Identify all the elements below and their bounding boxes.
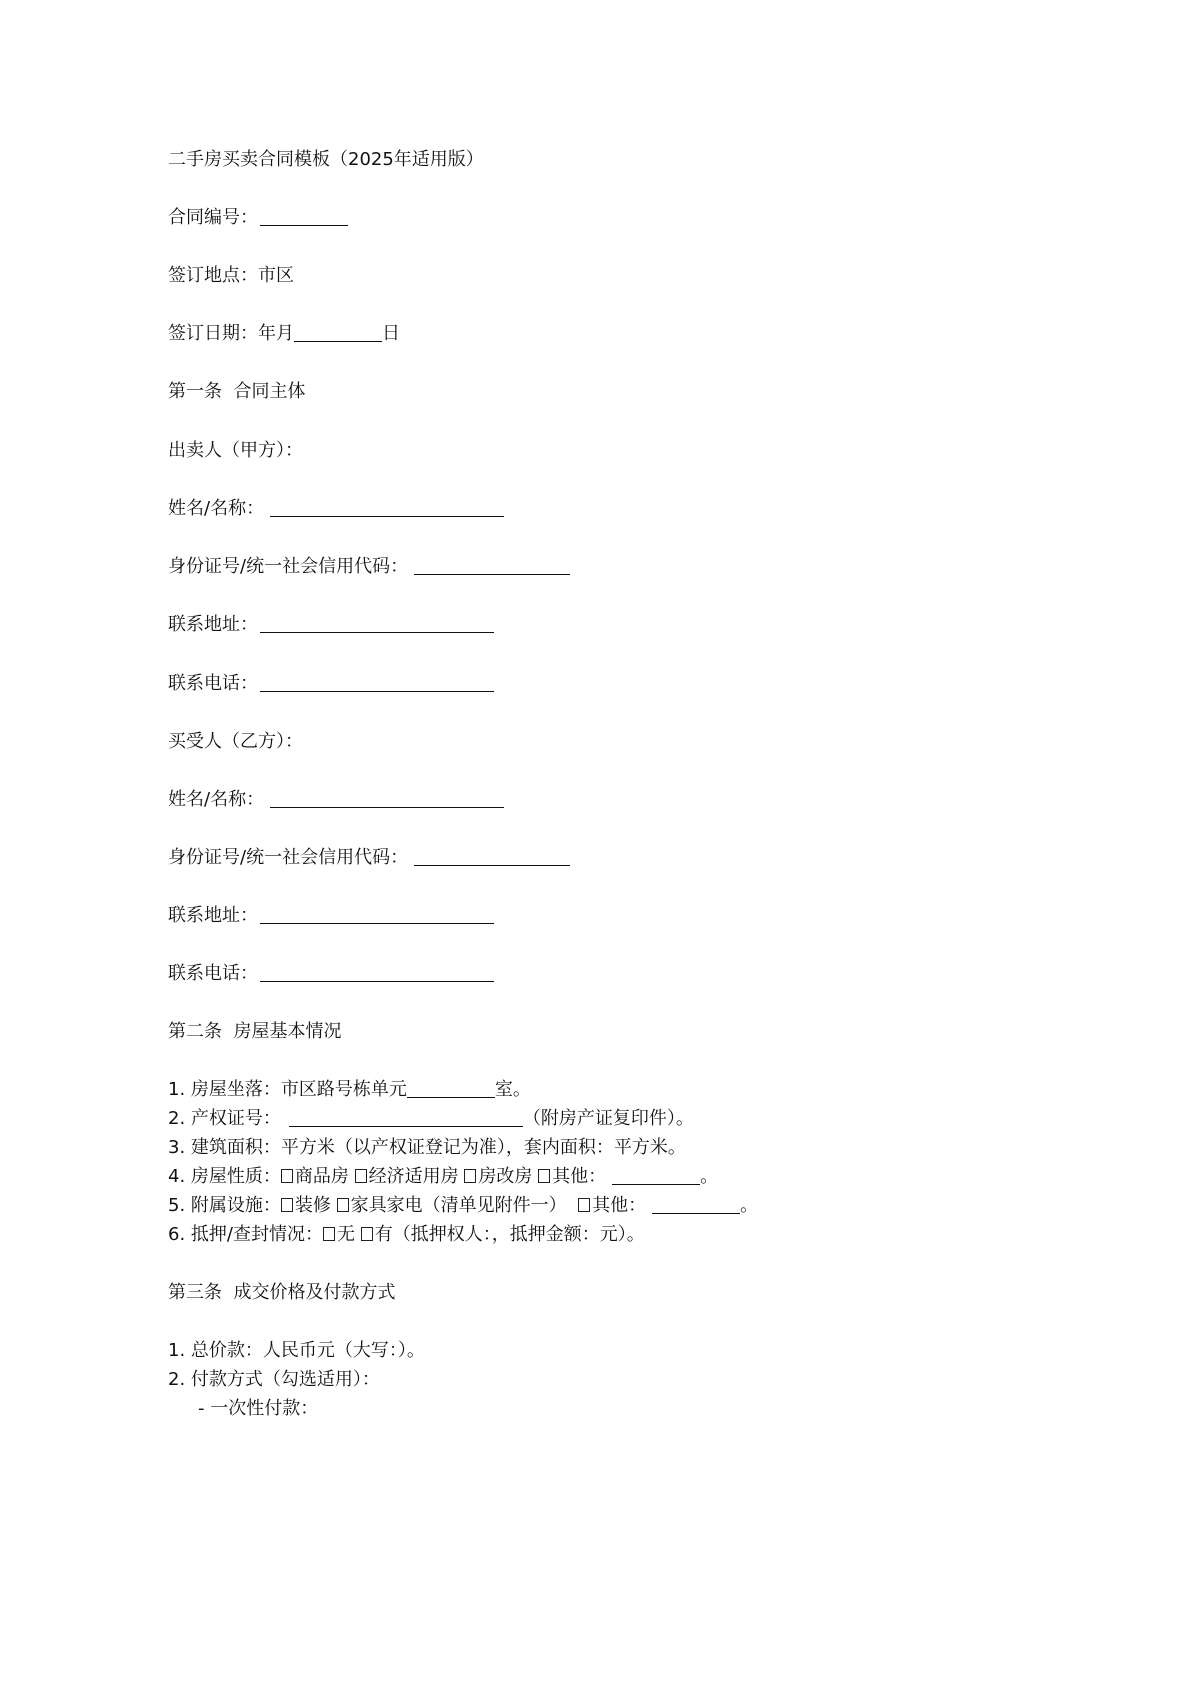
article2-heading-text: 第二条 房屋基本情况 xyxy=(168,1021,342,1042)
buyer-id-row xyxy=(168,846,570,870)
buyer-heading xyxy=(168,730,303,754)
other-property-type-field[interactable] xyxy=(612,1166,700,1185)
option-label: 经济适用房 xyxy=(368,1166,459,1187)
buyer-name-row xyxy=(168,788,504,812)
sign-date-label: 签订日期： xyxy=(168,323,258,344)
article2-item-4 xyxy=(168,1165,718,1189)
article3-heading-text: 第三条 成交价格及付款方式 xyxy=(168,1282,396,1303)
article3-subitem-1 xyxy=(198,1397,318,1421)
subitem-text: - 一次性付款： xyxy=(198,1398,319,1419)
seller-address-row xyxy=(168,613,494,637)
buyer-address-label: 联系地址： xyxy=(168,905,258,926)
buyer-id-field[interactable] xyxy=(414,847,570,866)
article3-heading xyxy=(168,1281,395,1305)
item-number: 3. xyxy=(168,1137,186,1158)
checkbox-has-mortgage[interactable] xyxy=(361,1227,373,1241)
item-label: 附属设施： xyxy=(185,1195,281,1216)
checkbox-furniture[interactable] xyxy=(337,1198,349,1212)
item-text-after: 室。 xyxy=(494,1079,531,1100)
seller-id-field[interactable] xyxy=(414,556,570,575)
option-label: 家具家电（清单见附件一） xyxy=(350,1195,567,1216)
article2-heading xyxy=(168,1020,341,1044)
checkbox-affordable[interactable] xyxy=(355,1169,367,1183)
option-label: 其他： xyxy=(592,1195,647,1216)
item-number: 2. xyxy=(168,1369,186,1390)
checkbox-no-mortgage[interactable] xyxy=(323,1227,335,1241)
seller-name-field[interactable] xyxy=(270,498,504,517)
option-label: 无 xyxy=(336,1224,355,1245)
room-number-field[interactable] xyxy=(407,1079,495,1098)
option-label: 有（抵押权人：，抵押金额：元）。 xyxy=(374,1224,645,1245)
sign-date-suffix: 日 xyxy=(382,323,400,344)
seller-heading xyxy=(168,439,303,463)
checkbox-reform[interactable] xyxy=(464,1169,476,1183)
buyer-phone-row xyxy=(168,962,494,986)
checkbox-commercial[interactable] xyxy=(281,1169,293,1183)
document-title xyxy=(168,148,484,172)
seller-phone-row xyxy=(168,672,494,696)
seller-heading-text: 出卖人（甲方）： xyxy=(168,440,303,461)
seller-address-label: 联系地址： xyxy=(168,614,258,635)
item-number: 2. xyxy=(168,1108,186,1129)
checkbox-other-facility[interactable] xyxy=(578,1198,590,1212)
title-text: 二手房买卖合同模板（2025年适用版） xyxy=(168,149,484,170)
item-text: 建筑面积：平方米（以产权证登记为准），套内面积：平方米。 xyxy=(185,1137,686,1158)
buyer-name-field[interactable] xyxy=(270,789,504,808)
property-certificate-field[interactable] xyxy=(289,1108,523,1127)
item-number: 1. xyxy=(168,1340,186,1361)
item-text-after: （附房产证复印件）。 xyxy=(522,1108,694,1129)
seller-name-row xyxy=(168,497,504,521)
buyer-address-row xyxy=(168,904,494,928)
contract-number-field[interactable] xyxy=(260,207,348,226)
option-label: 其他： xyxy=(552,1166,607,1187)
buyer-phone-field[interactable] xyxy=(260,963,494,982)
item-text: 付款方式（勾选适用）： xyxy=(185,1369,380,1390)
sign-place-value: 市区 xyxy=(258,265,294,286)
item-label: 抵押/查封情况： xyxy=(185,1224,323,1245)
item-number: 1. xyxy=(168,1079,186,1100)
buyer-address-field[interactable] xyxy=(260,905,494,924)
seller-name-label: 姓名/名称： xyxy=(168,498,265,519)
item-text: 房屋坐落：市区路号栋单元 xyxy=(185,1079,407,1100)
article1-heading-text: 第一条 合同主体 xyxy=(168,381,306,402)
item-text: 总价款：人民币元（大写：）。 xyxy=(185,1340,425,1361)
seller-id-row xyxy=(168,555,570,579)
checkbox-other[interactable] xyxy=(538,1169,550,1183)
article1-heading xyxy=(168,380,305,404)
buyer-name-label: 姓名/名称： xyxy=(168,789,265,810)
article2-item-1 xyxy=(168,1078,531,1102)
article3-item-2 xyxy=(168,1368,380,1392)
buyer-id-label: 身份证号/统一社会信用代码： xyxy=(168,847,409,868)
sign-date-row xyxy=(168,322,400,346)
contract-number-label: 合同编号： xyxy=(168,207,258,228)
item-text-after: 。 xyxy=(700,1166,719,1187)
article3-item-1 xyxy=(168,1339,425,1363)
seller-phone-field[interactable] xyxy=(260,673,494,692)
item-number: 4. xyxy=(168,1166,186,1187)
option-label: 装修 xyxy=(294,1195,331,1216)
contract-number-row xyxy=(168,206,348,230)
buyer-heading-text: 买受人（乙方）： xyxy=(168,731,303,752)
seller-id-label: 身份证号/统一社会信用代码： xyxy=(168,556,409,577)
other-facility-field[interactable] xyxy=(652,1195,740,1214)
article2-item-6 xyxy=(168,1223,645,1247)
item-number: 5. xyxy=(168,1195,186,1216)
item-number: 6. xyxy=(168,1224,186,1245)
sign-date-day-field[interactable] xyxy=(294,323,382,342)
option-label: 商品房 xyxy=(294,1166,349,1187)
option-label: 房改房 xyxy=(478,1166,533,1187)
article2-item-2 xyxy=(168,1107,694,1131)
sign-date-prefix: 年月 xyxy=(258,323,294,344)
item-text: 产权证号： xyxy=(185,1108,281,1129)
sign-place-label: 签订地点： xyxy=(168,265,258,286)
item-label: 房屋性质： xyxy=(185,1166,281,1187)
checkbox-decoration[interactable] xyxy=(281,1198,293,1212)
item-text-after: 。 xyxy=(740,1195,759,1216)
article2-item-3 xyxy=(168,1136,686,1160)
buyer-phone-label: 联系电话： xyxy=(168,963,258,984)
seller-address-field[interactable] xyxy=(260,614,494,633)
sign-place-row xyxy=(168,264,294,288)
article2-item-5 xyxy=(168,1194,758,1218)
seller-phone-label: 联系电话： xyxy=(168,673,258,694)
